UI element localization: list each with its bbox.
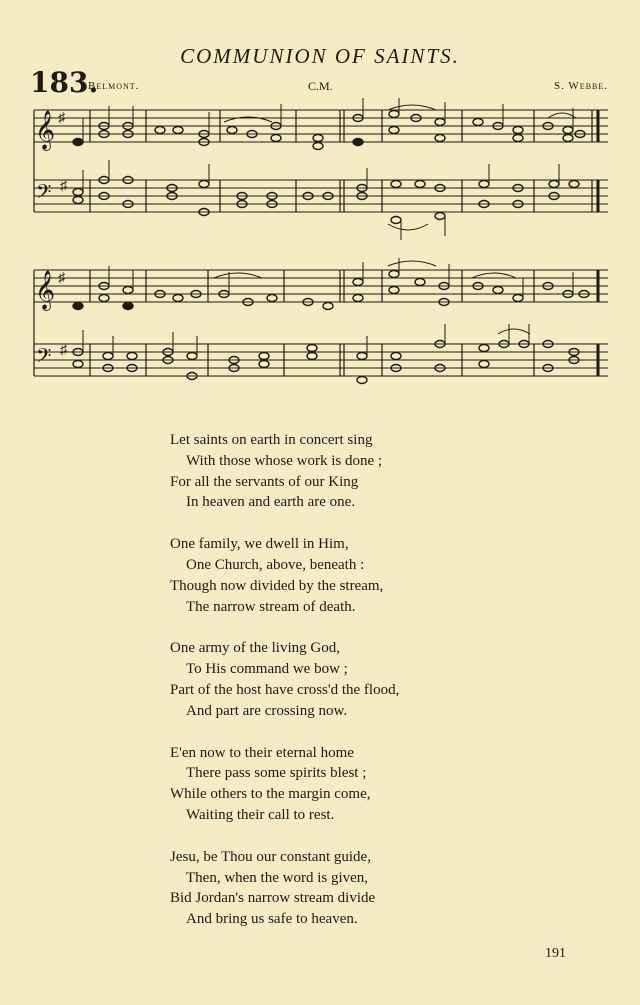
- staff-lines: [34, 110, 608, 212]
- verse-line: Let saints on earth in concert sing: [170, 432, 373, 448]
- verse-line: Though now divided by the stream,: [170, 577, 384, 594]
- verse-1: [170, 430, 610, 513]
- verse-line: Bid Jordan's narrow stream divide: [170, 890, 376, 907]
- tune-name: Belmont.: [88, 80, 140, 92]
- verse-5: [170, 847, 610, 930]
- verse-4: [170, 743, 610, 826]
- verse-line: Waiting their call to rest.: [186, 806, 335, 823]
- sharp-icon: ♯: [60, 179, 67, 194]
- verse-line: E'en now to their eternal home: [170, 744, 354, 761]
- verse-line: Part of the host have cross'd the flood,: [170, 681, 400, 698]
- barlines: [34, 110, 598, 212]
- verse-line: For all the servants of our King: [170, 473, 359, 490]
- sharp-icon: ♯: [60, 343, 67, 358]
- bass-stems: [83, 160, 559, 240]
- ties: [214, 261, 530, 334]
- page-number: 191: [545, 946, 566, 961]
- music-system-1: [28, 98, 613, 248]
- hymn-number: 183.: [30, 66, 99, 99]
- verse-line: There pass some spirits blest ;: [186, 765, 367, 782]
- verse-line: And bring us safe to heaven.: [186, 911, 358, 928]
- sharp-icon: ♯: [58, 111, 65, 126]
- treble-notes: [73, 111, 585, 150]
- verse-line: One army of the living God,: [170, 640, 340, 657]
- verse-line: The narrow stream of death.: [186, 598, 356, 615]
- hymn-header: [30, 66, 610, 99]
- bass-notes: [73, 341, 579, 384]
- bass-clef-icon: 𝄢: [36, 180, 52, 208]
- treble-clef-icon: 𝄞: [35, 270, 56, 310]
- verse-line: And part are crossing now.: [186, 702, 348, 719]
- verse-line: In heaven and earth are one.: [186, 494, 356, 511]
- composer: S. Webbe.: [554, 80, 608, 92]
- verse-line: Jesu, be Thou our constant guide,: [170, 848, 371, 865]
- ties: [224, 105, 576, 230]
- verse-3: [170, 638, 610, 721]
- treble-stems: [83, 98, 573, 142]
- verse-2: [170, 534, 610, 617]
- verse-line: While others to the margin come,: [170, 786, 371, 803]
- sharp-icon: ♯: [58, 271, 65, 286]
- meter: C.M.: [308, 79, 333, 93]
- verse-line: One Church, above, beneath :: [186, 556, 365, 573]
- treble-clef-icon: 𝄞: [35, 110, 56, 150]
- verse-line: One family, we dwell in Him,: [170, 536, 349, 553]
- section-title: COMMUNION OF SAINTS.: [180, 44, 460, 68]
- verse-line: With those whose work is done ;: [186, 452, 383, 469]
- verse-line: To His command we bow ;: [186, 661, 348, 678]
- bass-clef-icon: 𝄢: [36, 344, 52, 372]
- music-system-2: [28, 258, 613, 408]
- bass-notes: [73, 177, 579, 224]
- staff-lines: [34, 270, 608, 376]
- verse-line: Then, when the word is given,: [186, 869, 369, 886]
- hymn-verses: [170, 430, 610, 951]
